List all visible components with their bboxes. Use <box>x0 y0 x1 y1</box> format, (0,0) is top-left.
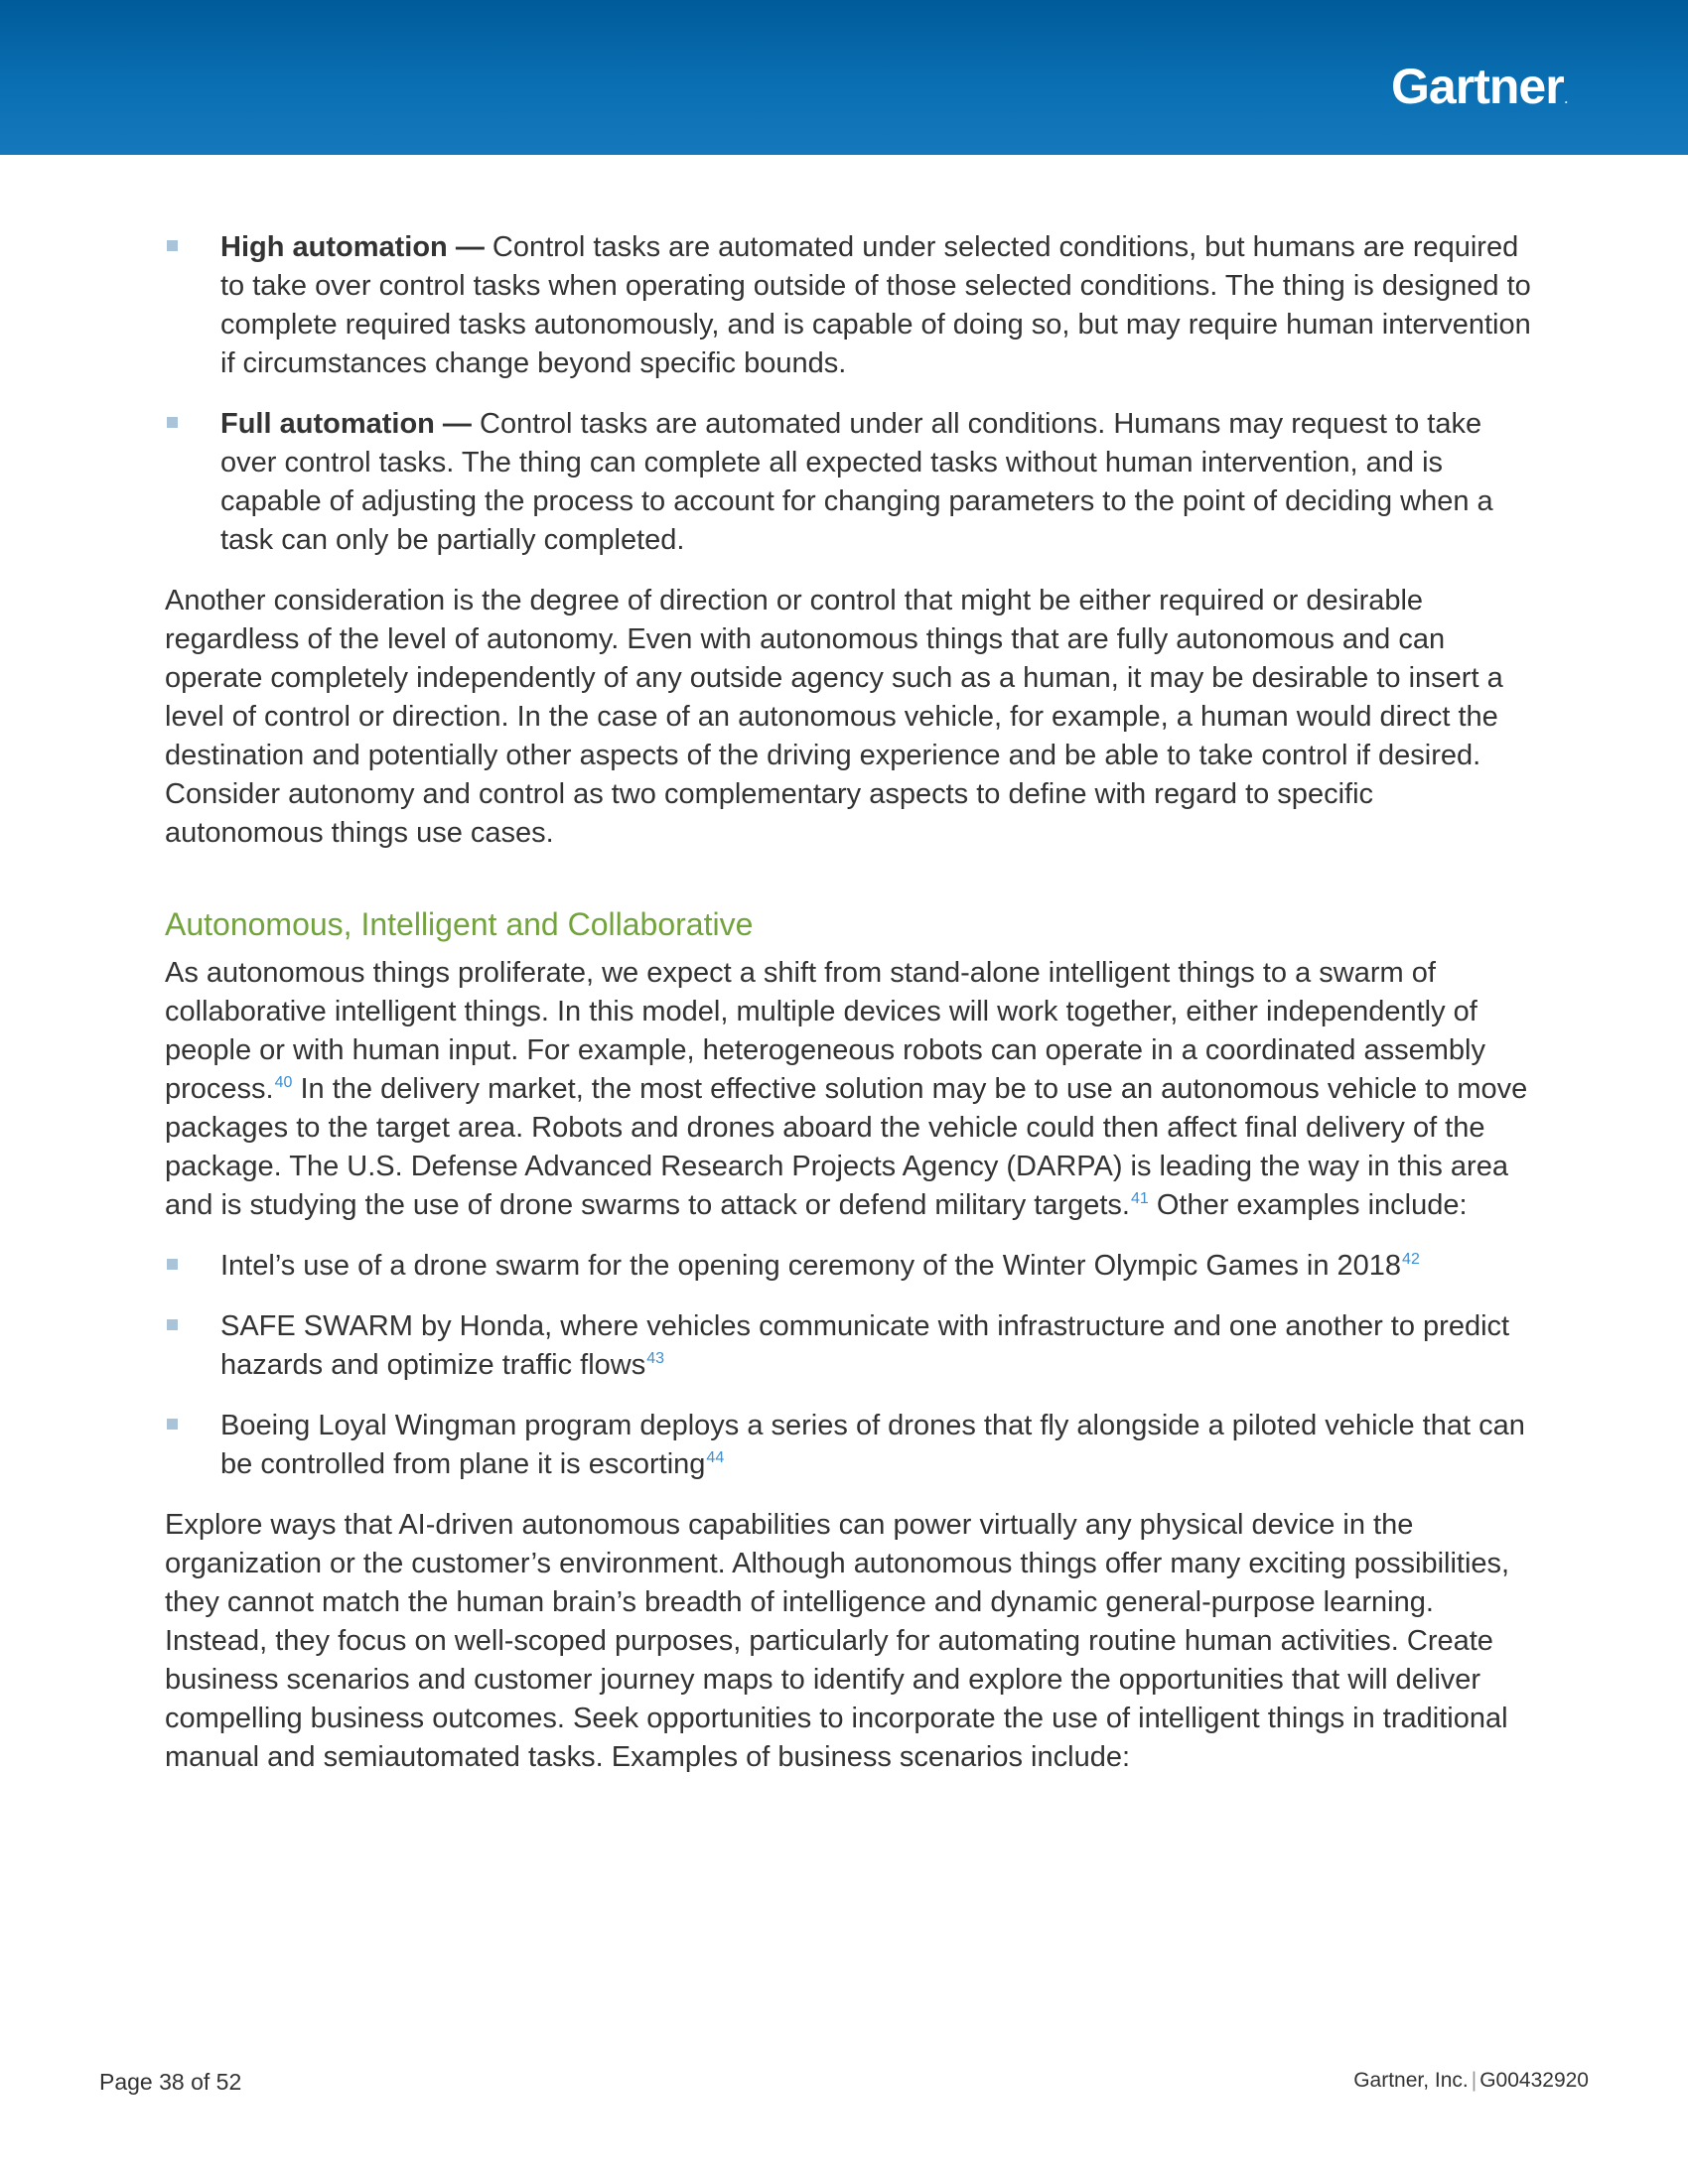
paragraph-text: Other examples include: <box>1148 1189 1468 1221</box>
bullet-text: Intel’s use of a drone swarm for the opening ceremony of the Winter Olympic Games in 2018 <box>220 1250 1402 1282</box>
list-item <box>165 1407 1535 1484</box>
paragraph-text: As autonomous things proliferate, we expect a shift from stand-alone intelligent things to a swarm of collaborative intelligent things. In this model, multiple devices will work together, either independently of people or with human input. For example, heterogeneous robots can operate in a coordinated assembly process. <box>165 957 1485 1105</box>
footnote-ref-43[interactable]: 43 <box>646 1350 665 1368</box>
paragraph-text: In the delivery market, the most effective solution may be to use an autonomous vehicle to move packages to the target area. Robots and drones aboard the vehicle could then affect final delivery of the package. The U.S. Defense Advanced Research Projects Agency (DARPA) is leading the way in this area and is studying the use of drone swarms to attack or defend military targets. <box>165 1073 1528 1221</box>
list-item <box>165 1307 1535 1385</box>
logo-dot: . <box>1564 92 1567 106</box>
list-item <box>165 228 1535 383</box>
automation-levels-list <box>165 228 1535 560</box>
bullet-text: Control tasks are automated under all conditions. Humans may request to take over control tasks. The thing can complete all expected tasks without human intervention, and is capable of adjusting the process to account for changing parameters to the point of deciding when a task can only be partially completed. <box>220 408 1493 556</box>
footnote-ref-41[interactable]: 41 <box>1130 1190 1149 1208</box>
bullet-text: SAFE SWARM by Honda, where vehicles communicate with infrastructure and one another to predict hazards and optimize traffic flows <box>220 1310 1510 1381</box>
footer-separator: | <box>1471 2069 1477 2092</box>
bullet-square-icon <box>167 1419 178 1430</box>
list-item <box>165 1247 1535 1286</box>
page-content <box>165 228 1535 1799</box>
footnote-ref-40[interactable]: 40 <box>274 1074 293 1092</box>
paragraph-swarm <box>165 954 1535 1225</box>
paragraph-direction-control: Another consideration is the degree of direction or control that might be either required or desirable regardless of the level of autonomy. Even with autonomous things that are fully autonomous and can operate completely independently of any outside agency such as a human, it may be desirable to insert a level of control or direction. In the case of an autonomous vehicle, for example, a human would direct the destination and potentially other aspects of the driving experience and be able to take control if desired. Consider autonomy and control as two complementary aspects to define with regard to specific autonomous things use cases. <box>165 585 1503 849</box>
bullet-term: Full automation — <box>220 408 472 440</box>
footer-doc-id: G00432920 <box>1479 2069 1589 2092</box>
bullet-text: Boeing Loyal Wingman program deploys a series of drones that fly alongside a piloted vehicle that can be controlled from plane it is escorting <box>220 1410 1525 1480</box>
footer-doc-info <box>1353 2069 1589 2093</box>
bullet-square-icon <box>167 1259 178 1270</box>
bullet-term: High automation — <box>220 231 485 263</box>
bullet-square-icon <box>167 240 178 251</box>
footnote-ref-42[interactable]: 42 <box>1402 1251 1420 1269</box>
list-item <box>165 405 1535 560</box>
swarm-examples-list <box>165 1247 1535 1484</box>
bullet-square-icon <box>167 417 178 428</box>
page-header-banner <box>0 0 1688 155</box>
logo-text: Gartner <box>1391 59 1564 114</box>
bullet-text: Control tasks are automated under selected conditions, but humans are required to take over control tasks when operating outside of those selected conditions. The thing is designed to complete required tasks autonomously, and is capable of doing so, but may require human intervention if circumstances change beyond specific bounds. <box>220 231 1531 379</box>
gartner-logo <box>1391 59 1567 114</box>
footer-company: Gartner, Inc. <box>1353 2069 1469 2092</box>
section-heading: Autonomous, Intelligent and Collaborative <box>165 906 754 942</box>
paragraph-explore: Explore ways that AI-driven autonomous capabilities can power virtually any physical device in the organization or the customer’s environment. Although autonomous things offer many exciting possibilities, they cannot match the human brain’s breadth of intelligence and dynamic general-purpose learning. Instead, they focus on well-scoped purposes, particularly for automating routine human activities. Create business scenarios and customer journey maps to identify and explore the opportunities that will deliver compelling business outcomes. Seek opportunities to incorporate the use of intelligent things in traditional manual and semiautomated tasks. Examples of business scenarios include: <box>165 1509 1510 1773</box>
bullet-square-icon <box>167 1319 178 1330</box>
page-number: Page 38 of 52 <box>99 2069 242 2095</box>
footnote-ref-44[interactable]: 44 <box>706 1449 725 1467</box>
